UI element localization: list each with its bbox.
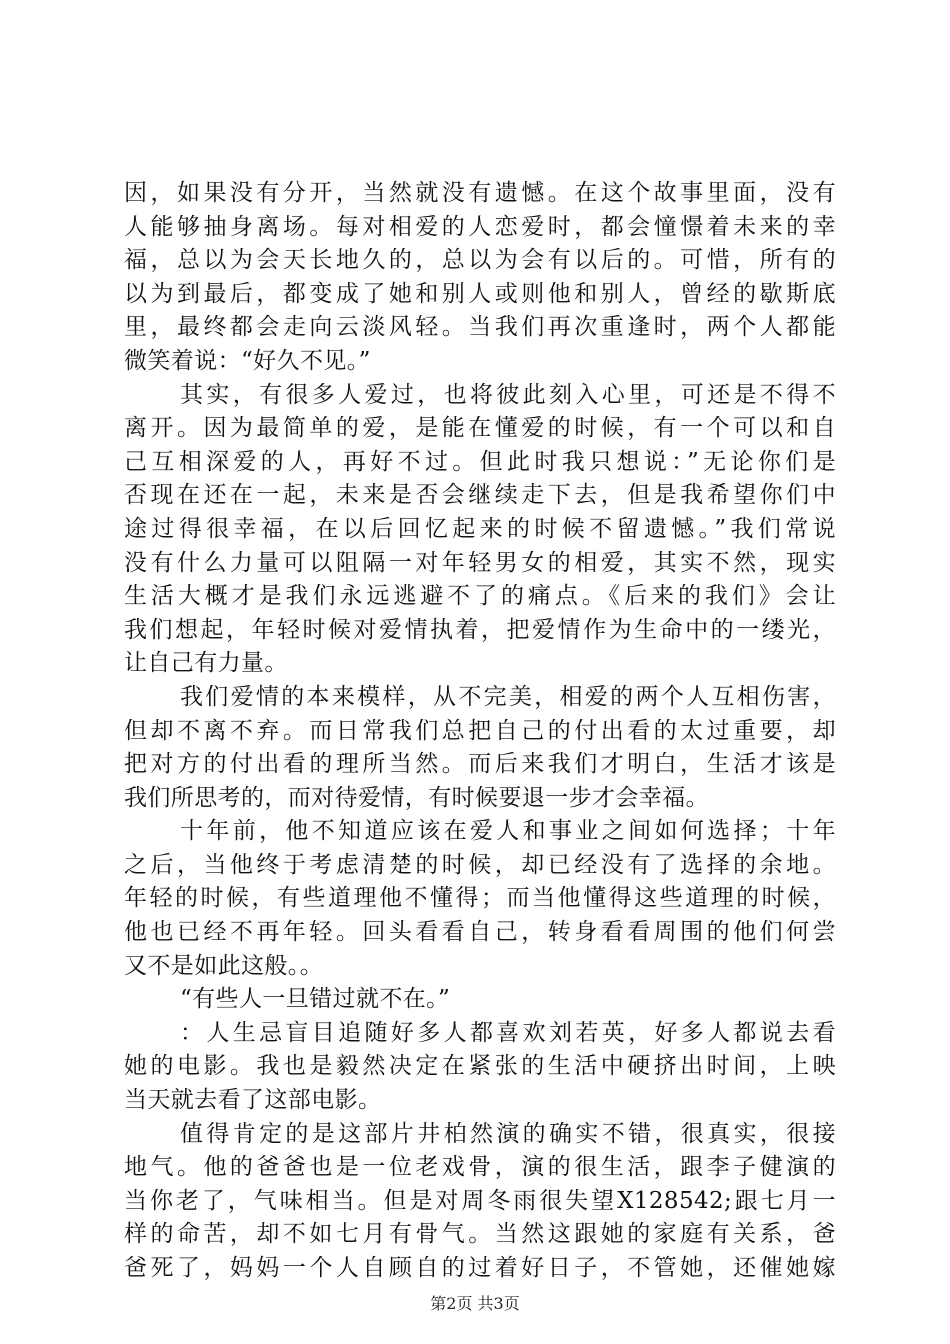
text-line: 地气。他的爸爸也是一位老戏骨，演的很生活，跟李子健演的 bbox=[124, 1154, 836, 1181]
text-line: 人能够抽身离场。每对相爱的人恋爱时，都会憧憬着未来的幸 bbox=[124, 213, 836, 240]
text-line: 让自己有力量。 bbox=[124, 650, 288, 677]
text-line: 里，最终都会走向云淡风轻。当我们再次重逢时，两个人都能 bbox=[124, 314, 836, 341]
text-line: 己互相深爱的人，再好不过。但此时我只想说：”无论你们是 bbox=[124, 448, 836, 475]
text-line: 当你老了，气味相当。但是对周冬雨很失望X128542;跟七月一 bbox=[124, 1187, 836, 1214]
text-line: 但却不离不弃。而日常我们总把自己的付出看的太过重要，却 bbox=[124, 717, 836, 744]
text-line: 离开。因为最简单的爱，是能在懂爱的时候，有一个可以和自 bbox=[124, 415, 836, 442]
text-line: 以为到最后，都变成了她和别人或则他和别人，曾经的歇斯底 bbox=[124, 280, 836, 307]
text-line: 途过得很幸福，在以后回忆起来的时候不留遗憾。”我们常说 bbox=[124, 515, 836, 542]
text-line: 之后，当他终于考虑清楚的时候，却已经没有了选择的余地。 bbox=[124, 851, 836, 878]
paragraph-first-line: 值得肯定的是这部片井柏然演的确实不错，很真实，很接 bbox=[180, 1120, 836, 1147]
text-line: 微笑着说：“好久不见。” bbox=[124, 347, 371, 374]
text-line: 样的命苦，却不如七月有骨气。当然这跟她的家庭有关系，爸 bbox=[124, 1221, 836, 1248]
page-footer: 第2页 共3页 bbox=[430, 1294, 520, 1313]
text-line: 我们想起，年轻时候对爱情执着，把爱情作为生命中的一缕光， bbox=[124, 616, 836, 643]
text-line: 否现在还在一起，未来是否会继续走下去，但是我希望你们中 bbox=[124, 482, 836, 509]
text-line: 爸死了，妈妈一个人自顾自的过着好日子，不管她，还催她嫁 bbox=[124, 1255, 836, 1281]
paragraph-first-line: “有些人一旦错过就不在。” bbox=[180, 986, 451, 1013]
paragraph-first-line: 我们爱情的本来模样，从不完美，相爱的两个人互相伤害， bbox=[180, 683, 836, 710]
text-line: 因，如果没有分开，当然就没有遗憾。在这个故事里面，没有 bbox=[124, 180, 836, 206]
text-line: 年轻的时候，有些道理他不懂得；而当他懂得这些道理的时候， bbox=[124, 885, 836, 912]
body-text bbox=[124, 177, 836, 1286]
paragraph-first-line: ：人生忌盲目追随好多人都喜欢刘若英，好多人都说去看 bbox=[180, 1019, 836, 1046]
paragraph-first-line: 十年前，他不知道应该在爱人和事业之间如何选择；十年 bbox=[180, 818, 836, 845]
text-line: 又不是如此这般。。 bbox=[124, 952, 324, 979]
text-line: 她的电影。我也是毅然决定在紧张的生活中硬挤出时间，上映 bbox=[124, 1053, 836, 1080]
text-line: 当天就去看了这部电影。 bbox=[124, 1087, 382, 1114]
text-line: 没有什么力量可以阻隔一对年轻男女的相爱，其实不然，现实 bbox=[124, 549, 836, 576]
text-line: 把对方的付出看的理所当然。而后来我们才明白，生活才该是 bbox=[124, 751, 836, 778]
text-line: 他也已经不再年轻。回头看看自己，转身看看周围的他们何尝 bbox=[124, 919, 836, 946]
text-line: 生活大概才是我们永远逃避不了的痛点。《后来的我们》会让 bbox=[124, 583, 836, 610]
paragraph-first-line: 其实，有很多人爱过，也将彼此刻入心里，可还是不得不 bbox=[180, 381, 836, 408]
text-line: 福，总以为会天长地久的，总以为会有以后的。可惜，所有的 bbox=[124, 247, 836, 274]
text-line: 我们所思考的，而对待爱情，有时候要退一步才会幸福。 bbox=[124, 784, 709, 811]
